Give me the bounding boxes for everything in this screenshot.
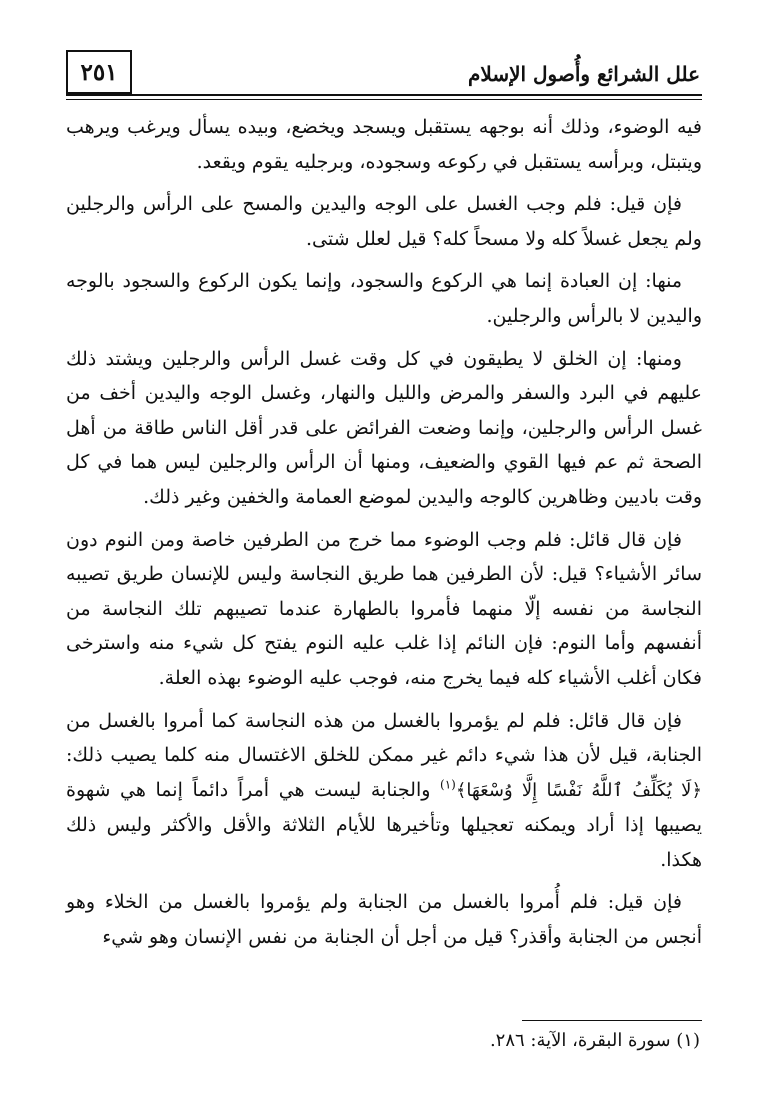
paragraph-6 [66, 704, 702, 878]
body-text [66, 110, 702, 963]
paragraph-2: فإن قيل: فلم وجب الغسل على الوجه واليدين والمسح على الرأس والرجلين ولم يجعل غسلاً كله ولا مسحاً كله؟ قيل لعلل شتى. [66, 193, 702, 250]
footnote-marker: (١) [440, 777, 456, 792]
header-rule-thin [66, 99, 702, 100]
paragraph-7: فإن قيل: فلم أُمروا بالغسل من الجنابة ولم يؤمروا بالغسل من الخلاء وهو أنجس من الجنابة وأقذر؟ قيل من أجل أن الجنابة من نفس الإنسان وهو شيء [66, 891, 702, 949]
paragraph-4: ومنها: إن الخلق لا يطيقون في كل وقت غسل الرأس والرجلين ويشتد ذلك عليهم في البرد والسفر والمرض والليل والنهار، وغسل الوجه واليدين أخف من غسل الرأس والرجلين، وإنما وضعت الفرائض على قدر أقل الناس طاقة من أهل الصحة ثم عم فيها القوي والضعيف، ومنها أن الرأس والرجلين ليس هما في كل وقت باديين وظاهرين كالوجه واليدين لموضع العمامة والخفين وغير ذلك. [66, 347, 702, 508]
header-rule [66, 94, 702, 96]
paragraph-6-after: والجنابة ليست هي أمراً دائماً إنما هي شهوة يصيبها إذا أراد ويمكنه تعجيلها وتأخيرها للأيام الثلاثة والأقل والأكثر وليس ذلك هكذا. [66, 778, 702, 871]
paragraph-3: منها: إن العبادة إنما هي الركوع والسجود، وإنما يكون الركوع والسجود بالوجه واليدين لا بالرأس والرجلين. [66, 270, 702, 327]
footnote: (١) سورة البقرة، الآية: ٢٨٦. [489, 1030, 700, 1051]
quran-verse: ﴿لَا يُكَلِّفُ ٱللَّهُ نَفْسًا إِلَّا وُسْعَهَا﴾ [455, 779, 702, 801]
footnote-rule [522, 1020, 702, 1021]
paragraph-6-before: فإن قال قائل: فلم لم يؤمروا بالغسل من هذه النجاسة كما أمروا بالغسل من الجنابة، قيل لأن هذا شيء دائم غير ممكن للخلق الاغتسال منه كلما يصيب ذلك: [66, 709, 702, 767]
paragraph-5: فإن قال قائل: فلم وجب الوضوء مما خرج من الطرفين خاصة ومن النوم دون سائر الأشياء؟ قيل: لأن الطرفين هما طريق النجاسة وليس للإنسان طريق تصيبه النجاسة من نفسه إلّا منهما فأمروا بالطهارة عندما تصيبهم تلك النجاسة من أنفسهم وأما النوم: فإن النائم إذا غلب عليه النوم يفتح كل شيء منه واسترخى فكان أغلب الأشياء كله فيما يخرج منه، فوجب عليه الوضوء بهذه العلة. [66, 528, 702, 689]
page-number-text: ٢٥١ [80, 58, 118, 86]
paragraph-1: فيه الوضوء، وذلك أنه بوجهه يستقبل ويسجد ويخضع، وبيده يسأل ويرغب ويرهب ويتبتل، وبرأسه يستقبل في ركوعه وسجوده، وبرجليه يقوم ويقعد. [66, 116, 702, 173]
running-title: علل الشرائع وأُصول الإسلام [468, 62, 700, 86]
page-number [66, 50, 132, 94]
